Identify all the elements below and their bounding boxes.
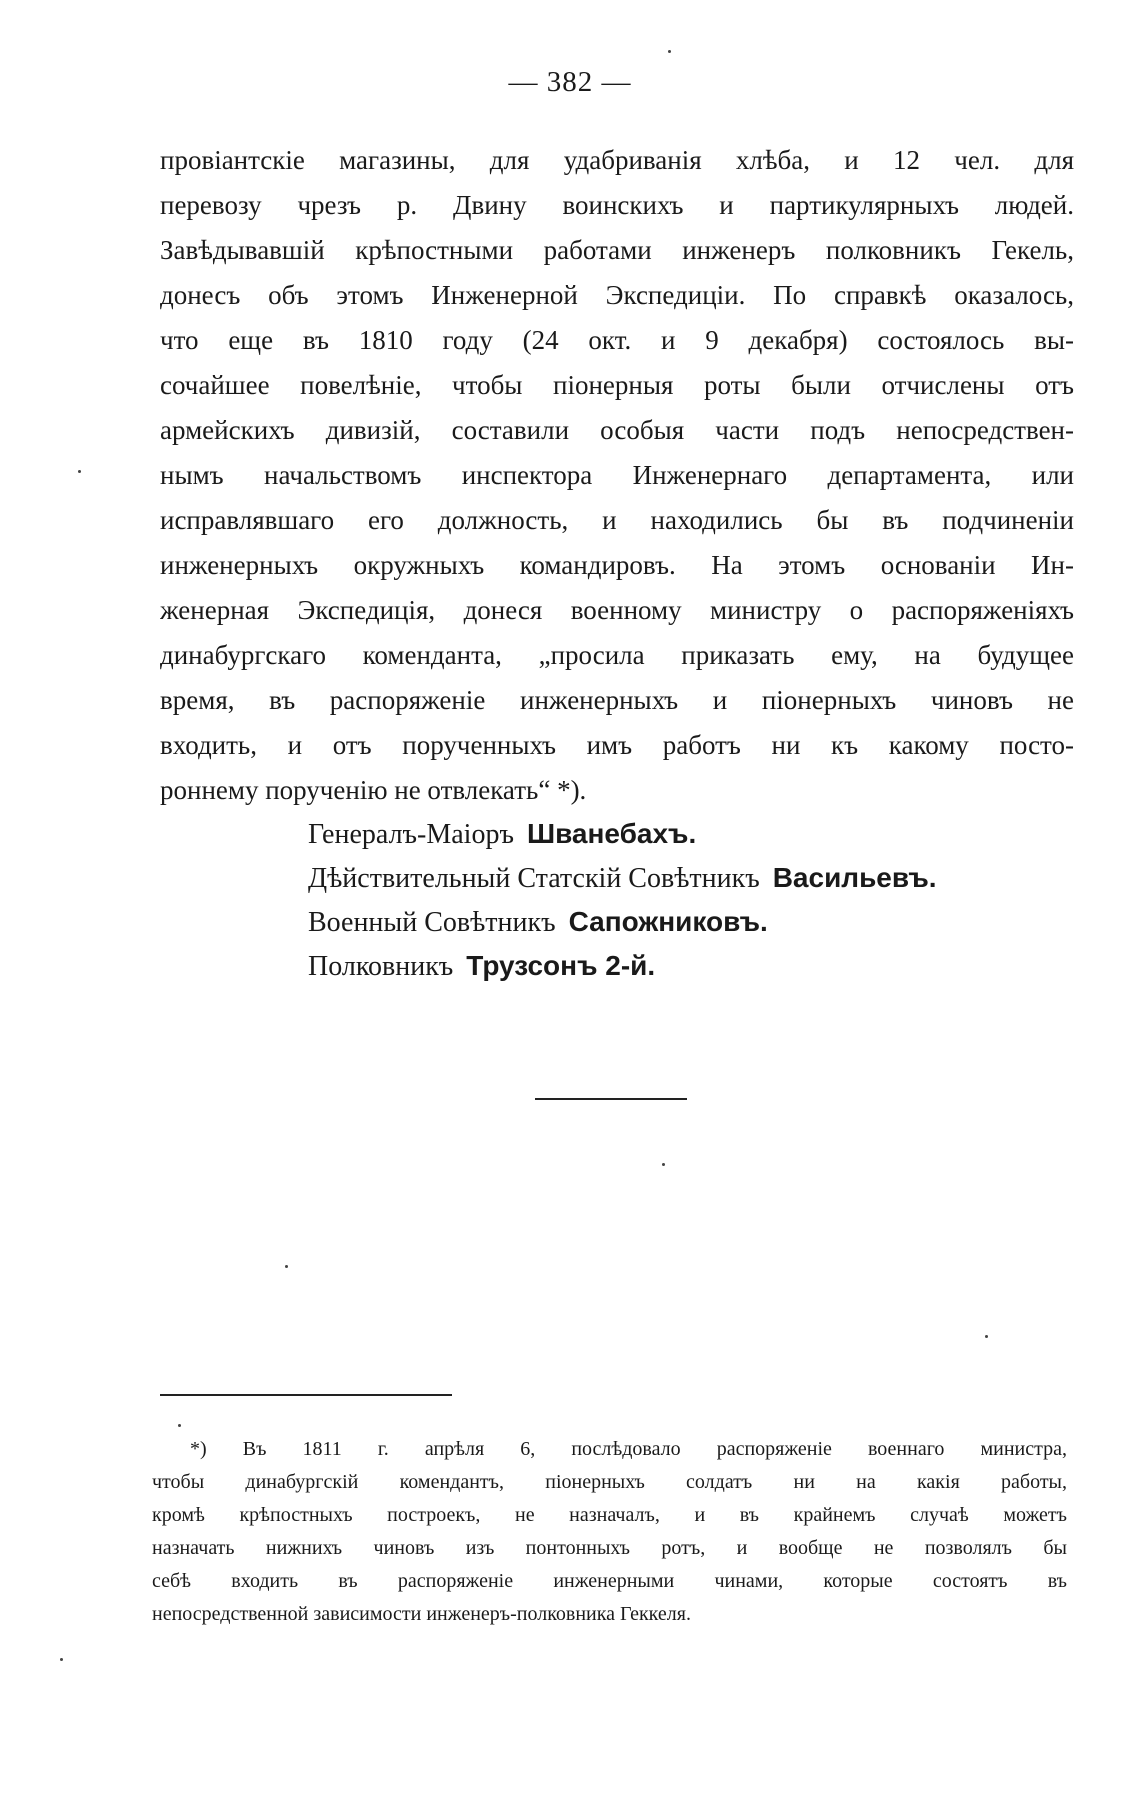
text-line: динабургскаго коменданта, „просила приказать ему, на будущее (160, 640, 1074, 670)
text-line: женерная Экспедиція, донеся военному министру о распоряженіяхъ (160, 595, 1074, 625)
footnote-line: непосредственной зависимости инженеръ-полковника Геккеля. (152, 1603, 691, 1625)
text-line: роннему порученію не отвлекать“ *). (160, 775, 587, 805)
text-line: время, въ распоряженіе инженерныхъ и піонерныхъ чиновъ не (160, 685, 1074, 715)
signatory-rank: Генералъ-Маіоръ (308, 819, 514, 850)
page-number: — 382 — (508, 66, 632, 98)
footnote-line: *) Въ 1811 г. апрѣля 6, послѣдовало распоряженіе военнаго министра, (190, 1438, 1067, 1460)
signature-line (308, 944, 1028, 988)
text-line: сочайшее повелѣніе, чтобы піонерныя роты были отчислены отъ (160, 370, 1074, 400)
signatory-name: Сапожниковъ. (568, 906, 768, 937)
signature-block (308, 812, 1028, 988)
footnote-line: себѣ входить въ распоряженіе инженерными чинами, которые состоятъ въ (152, 1570, 1067, 1592)
text-line: провіантскіе магазины, для удабриванія хлѣба, и 12 чел. для (160, 145, 1074, 175)
signature-line (308, 900, 1028, 944)
footnote (152, 1433, 1067, 1631)
signature-line (308, 812, 1028, 856)
signatory-rank: Полковникъ (308, 951, 454, 982)
footnote-divider (160, 1394, 452, 1396)
text-line: исправлявшаго его должность, и находились бы въ подчиненіи (160, 505, 1074, 535)
scan-speck (662, 1163, 665, 1166)
signature-line (308, 856, 1028, 900)
scan-speck (78, 470, 81, 473)
footnote-line: кромѣ крѣпостныхъ построекъ, не назначалъ, и въ крайнемъ случаѣ можетъ (152, 1504, 1067, 1526)
main-paragraph (160, 138, 1074, 813)
text-line: армейскихъ дивизій, составили особыя части подъ непосредствен- (160, 415, 1074, 445)
footnote-line: чтобы динабургскій комендантъ, піонерныхъ солдатъ ни на какія работы, (152, 1471, 1067, 1493)
text-line: нымъ начальствомъ инспектора Инженернаго департамента, или (160, 460, 1074, 490)
text-line: входить, и отъ порученныхъ имъ работъ ни къ какому посто- (160, 730, 1074, 760)
scan-speck (985, 1335, 988, 1338)
scan-speck (178, 1424, 181, 1427)
text-line: донесъ объ этомъ Инженерной Экспедиціи. По справкѣ оказалось, (160, 280, 1074, 310)
signatory-name: Трузсонъ 2-й. (466, 950, 656, 981)
signatory-name: Васильевъ. (772, 862, 937, 893)
scan-speck (60, 1658, 63, 1661)
section-divider (535, 1098, 687, 1100)
signatory-name: Шванебахъ. (526, 818, 697, 849)
signatory-rank: Военный Совѣтникъ (308, 907, 556, 938)
text-line: что еще въ 1810 году (24 окт. и 9 декабря) состоялось вы- (160, 325, 1074, 355)
text-line: Завѣдывавшій крѣпостными работами инженеръ полковникъ Гекель, (160, 235, 1074, 265)
scan-speck (285, 1265, 288, 1268)
scan-speck (668, 50, 671, 53)
text-line: перевозу чрезъ р. Двину воинскихъ и партикулярныхъ людей. (160, 190, 1074, 220)
signatory-rank: Дѣйствительный Статскій Совѣтникъ (308, 863, 760, 894)
text-line: инженерныхъ окружныхъ командировъ. На этомъ основаніи Ин- (160, 550, 1074, 580)
footnote-line: назначать нижнихъ чиновъ изъ понтонныхъ ротъ, и вообще не позволялъ бы (152, 1537, 1067, 1559)
